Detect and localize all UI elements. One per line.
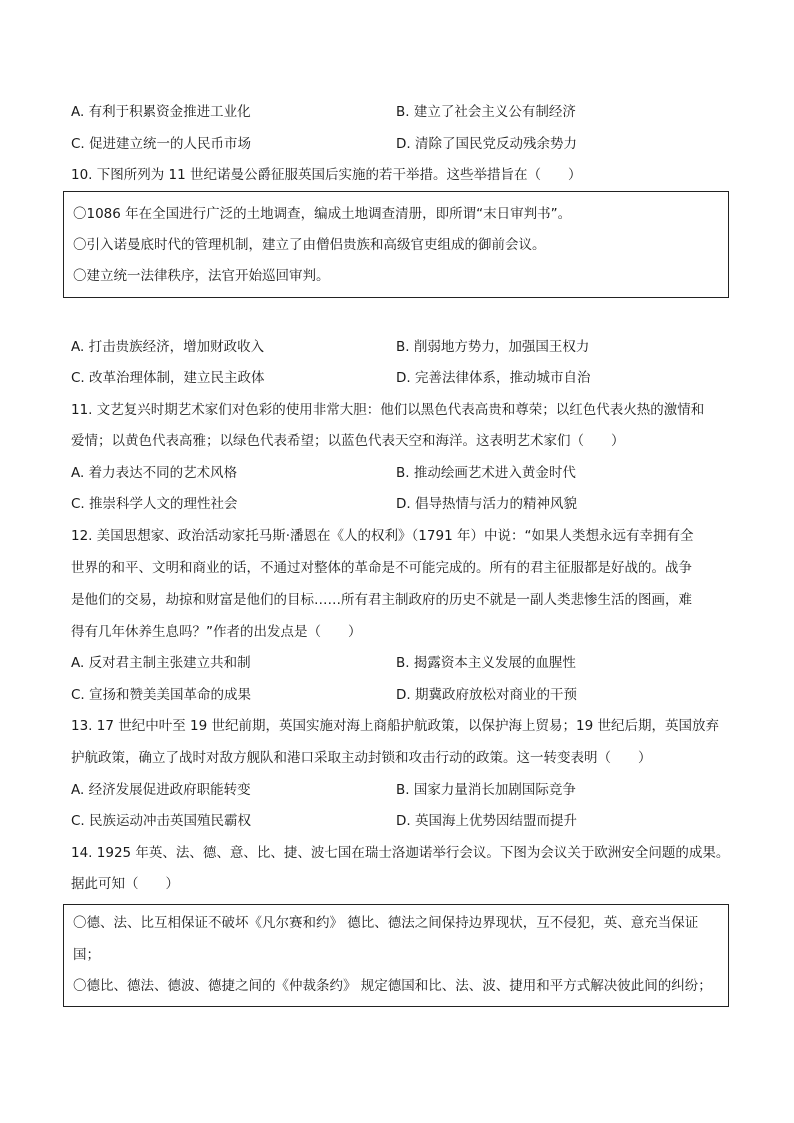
q10-option-a: A. 打击贵族经济，增加财政收入 [71,339,265,355]
q13-option-c: C. 民族运动冲击英国殖民霸权 [71,813,252,829]
q10-box-line: 〇引入诺曼底时代的管理机制，建立了由僧侣贵族和高级官吏组成的御前会议。 [73,237,546,253]
q11-stem-line: 爱情；以黄色代表高雅；以绿色代表希望；以蓝色代表天空和海洋。这表明艺术家们（ ） [71,433,625,449]
q14-source-box [63,904,729,1007]
q10-option-b: B. 削弱地方势力，加强国王权力 [396,339,590,355]
q10-option-d: D. 完善法律体系，推动城市自治 [396,370,591,386]
q13-option-a: A. 经济发展促进政府职能转变 [71,782,251,798]
q12-option-a: A. 反对君主制主张建立共和制 [71,655,251,671]
q10-source-box [63,191,729,298]
q11-option-a: A. 着力表达不同的艺术风格 [71,465,238,481]
q13-stem-line: 13. 17 世纪中叶至 19 世纪前期，英国实施对海上商船护航政策，以保护海上贸易；19 世纪后期，英国放弃 [71,718,719,734]
q9-option-d: D. 清除了国民党反动残余势力 [396,136,577,152]
q14-stem-line: 据此可知（ ） [71,876,179,892]
q11-option-d: D. 倡导热情与活力的精神风貌 [396,496,577,512]
q13-stem-line: 护航政策，确立了战时对敌方舰队和港口采取主动封锁和攻击行动的政策。这一转变表明（ ） [71,750,652,766]
q12-stem-line: 得有几年休养生息吗？”作者的出发点是（ ） [71,624,362,640]
q13-option-d: D. 英国海上优势因结盟而提升 [396,813,577,829]
q12-stem-line: 世界的和平、文明和商业的话，不通过对整体的革命是不可能完成的。所有的君主征服都是好战的。战争 [71,560,692,576]
q13-option-b: B. 国家力量消长加剧国际竞争 [396,782,576,798]
q10-option-c: C. 改革治理体制，建立民主政体 [71,370,265,386]
q9-option-c: C. 促进建立统一的人民币市场 [71,136,252,152]
q11-stem-line: 11. 文艺复兴时期艺术家们对色彩的使用非常大胆：他们以黑色代表高贵和尊荣；以红色代表火热的激情和 [71,402,705,418]
q12-option-c: C. 宣扬和赞美美国革命的成果 [71,687,252,703]
q12-option-b: B. 揭露资本主义发展的血腥性 [396,655,576,671]
q14-stem-line: 14. 1925 年英、法、德、意、比、捷、波七国在瑞士洛迦诺举行会议。下图为会议关于欧洲安全问题的成果。 [71,845,730,861]
q11-option-c: C. 推崇科学人文的理性社会 [71,496,238,512]
q9-option-b: B. 建立了社会主义公有制经济 [396,104,576,120]
q10-stem: 10. 下图所列为 11 世纪诺曼公爵征服英国后实施的若干举措。这些举措旨在（ ） [71,167,582,183]
q11-option-b: B. 推动绘画艺术进入黄金时代 [396,465,576,481]
q14-box-line: 国； [73,947,100,963]
q14-box-line: 〇德、法、比互相保证不破坏《凡尔赛和约》 德比、德法之间保持边界现状，互不侵犯，英、意充当保证 [73,915,699,931]
q14-box-line: 〇德比、德法、德波、德捷之间的《仲裁条约》 规定德国和比、法、波、捷用和平方式解决彼此间的纠纷； [73,978,712,994]
q12-stem-line: 是他们的交易，劫掠和财富是他们的目标……所有君主制政府的历史不就是一副人类悲惨生活的图画，难 [71,592,692,608]
q9-option-a: A. 有利于积累资金推进工业化 [71,104,251,120]
q10-box-line: 〇1086 年在全国进行广泛的土地调查，编成土地调查清册，即所谓“末日审判书”。 [73,206,572,222]
q12-stem-line: 12. 美国思想家、政治活动家托马斯·潘恩在《人的权利》（1791 年）中说：“如果人类想永远有幸拥有全 [71,528,694,544]
q12-option-d: D. 期冀政府放松对商业的干预 [396,687,577,703]
q10-box-line: 〇建立统一法律秩序，法官开始巡回审判。 [73,268,330,284]
